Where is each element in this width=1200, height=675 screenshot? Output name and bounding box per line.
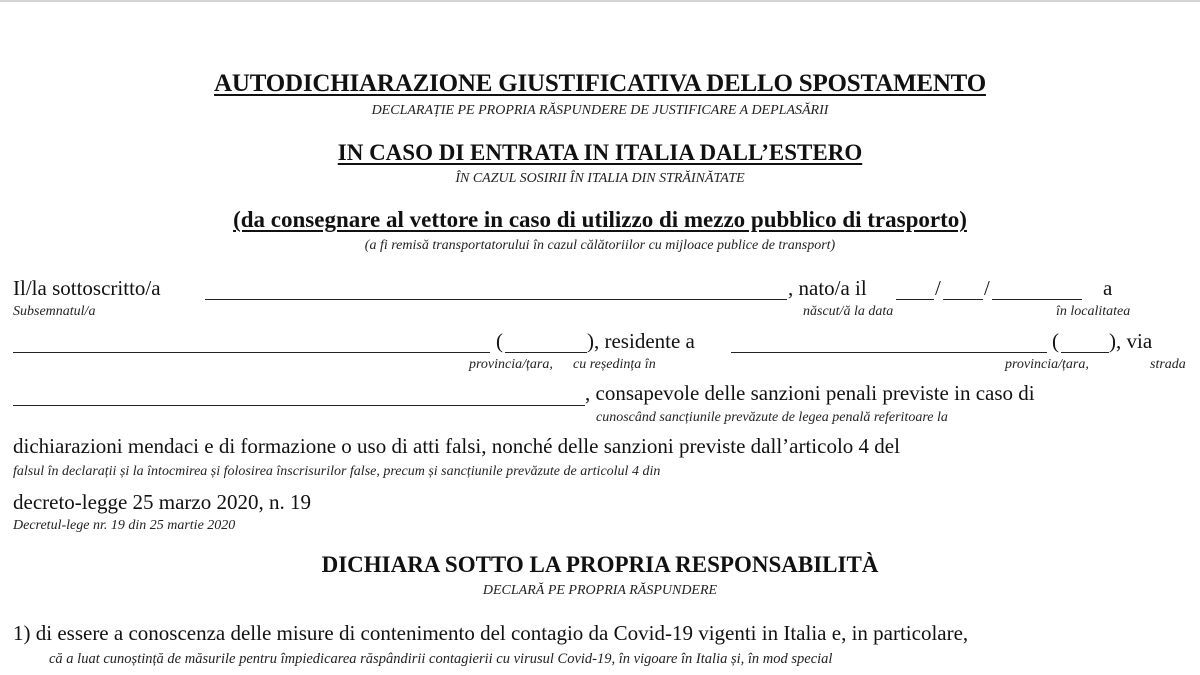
awareness-text-translation: cunoscând sancțiunile prevăzute de legea penală referitoare la <box>596 410 948 425</box>
declaration-heading-translation: DECLARĂ PE PROPRIA RĂSPUNDERE <box>482 583 718 598</box>
document-title-translation: DECLARAȚIE PE PROPRIA RĂSPUNDERE DE JUSTIFICARE A DEPLASĂRII <box>371 103 829 118</box>
false-declaration-text: dichiarazioni mendaci e di formazione o uso di atti falsi, nonché delle sanzioni previste dall’articolo 4 del <box>13 434 900 458</box>
false-declaration-text-translation: falsul în declarații și la întocmirea și folosirea înscrisurilor false, precum și sancțiunile prevăzute de articolul 4 din <box>13 464 661 479</box>
born-label-translation: născut/ă la data <box>803 304 894 319</box>
residence-city-field[interactable] <box>731 352 1047 353</box>
date-separator-1: / <box>935 276 941 300</box>
declaration-item-1: 1) di essere a conoscenza delle misure di contenimento del contagio da Covid-19 vigenti in Italia e, in particolare, <box>13 621 969 645</box>
undersigned-label: Il/la sottoscritto/a <box>13 276 161 300</box>
birthplace-label: a <box>1103 276 1113 300</box>
street-field[interactable] <box>13 405 585 406</box>
paren-open: ( <box>496 329 503 353</box>
awareness-text: , consapevole delle sanzioni penali previste in caso di <box>585 381 1035 405</box>
undersigned-label-translation: Subsemnatul/a <box>13 304 96 319</box>
declaration-item-1-translation: că a luat cunoștință de măsurile pentru împiedicarea răspândirii contagierii cu virusul Covid-19, în vigoare în Italia și, în mod special <box>49 651 833 667</box>
document-subtitle-translation: ÎN CAZUL SOSIRII ÎN ITALIA DIN STRĂINĂTATE <box>455 171 745 186</box>
residence-province-field[interactable] <box>1061 352 1109 353</box>
birth-province-field[interactable] <box>505 352 587 353</box>
decree-reference: decreto-legge 25 marzo 2020, n. 19 <box>13 490 311 514</box>
province-label-translation: provincia/țara, <box>469 357 553 372</box>
street-label: ), via <box>1109 329 1153 353</box>
paren-open-2: ( <box>1052 329 1059 353</box>
birth-year-field[interactable] <box>992 299 1082 300</box>
name-field[interactable] <box>205 299 787 300</box>
top-border <box>0 0 1200 2</box>
resident-label: ), residente a <box>587 329 695 353</box>
birth-month-field[interactable] <box>943 299 983 300</box>
decree-reference-translation: Decretul-lege nr. 19 din 25 martie 2020 <box>13 518 236 533</box>
document-title: AUTODICHIARAZIONE GIUSTIFICATIVA DELLO SPOSTAMENTO <box>214 70 986 97</box>
date-separator-2: / <box>984 276 990 300</box>
birth-day-field[interactable] <box>896 299 934 300</box>
document-subtitle: IN CASO DI ENTRATA IN ITALIA DALL’ESTERO <box>337 140 863 165</box>
born-label: , nato/a il <box>788 276 867 300</box>
resident-label-translation: cu reședința în <box>573 357 656 372</box>
street-label-translation: strada <box>1150 357 1186 372</box>
birthplace-field[interactable] <box>13 352 490 353</box>
declaration-heading: DICHIARA SOTTO LA PROPRIA RESPONSABILITÀ <box>321 552 879 577</box>
transport-note-translation: (a fi remisă transportatorului în cazul călătoriilor cu mijloace publice de transport) <box>364 238 836 253</box>
birthplace-label-translation: în localitatea <box>1056 304 1131 319</box>
transport-note: (da consegnare al vettore in caso di utilizzo di mezzo pubblico di trasporto) <box>233 207 967 232</box>
province-label-translation-2: provincia/țara, <box>1005 357 1089 372</box>
